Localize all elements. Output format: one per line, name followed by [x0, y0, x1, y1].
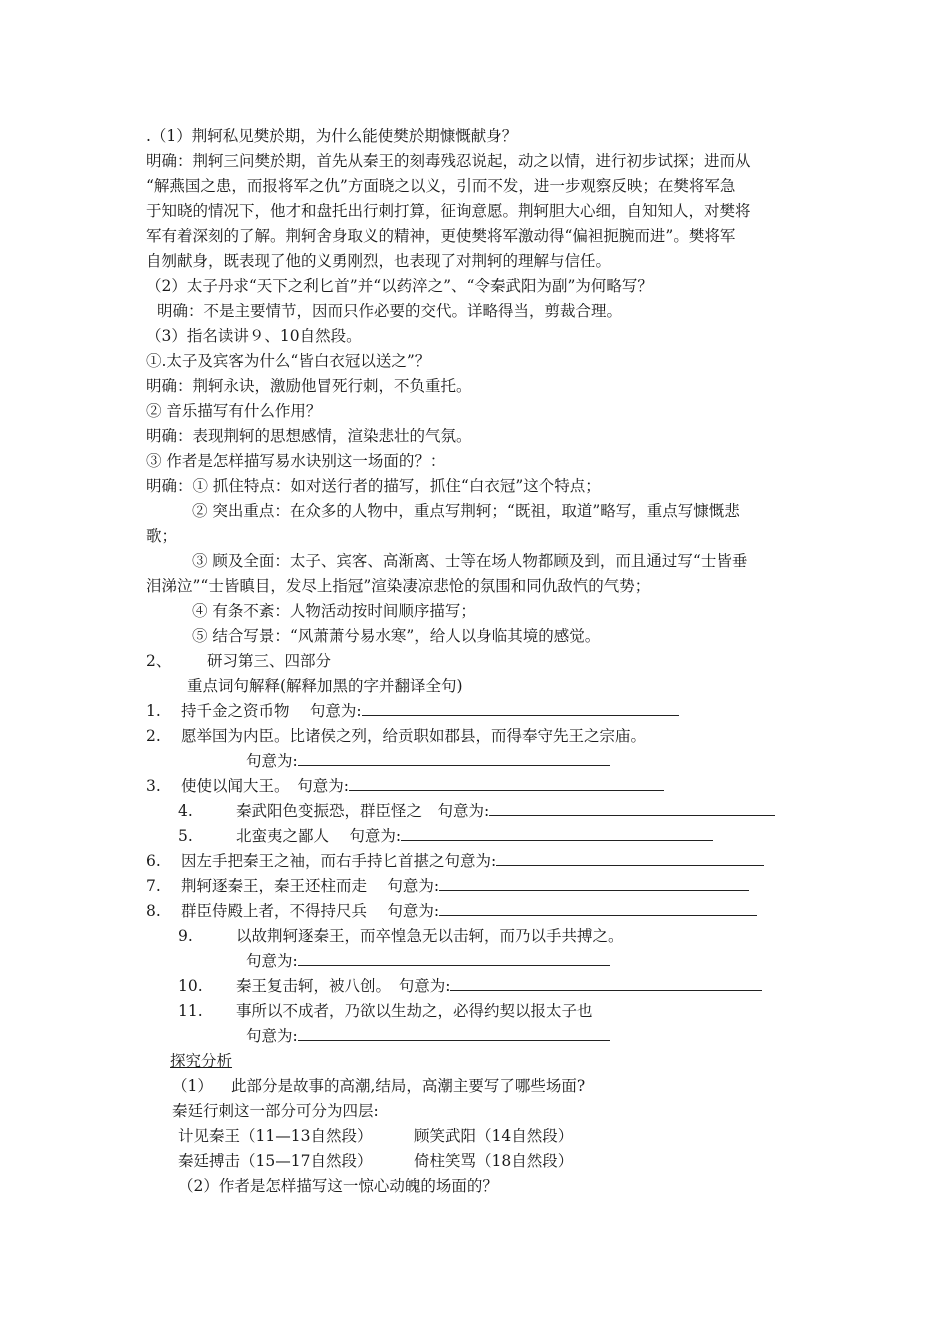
item-text: 使使以闻大王。 句意为:: [181, 777, 349, 795]
answer-line: ⑤ 结合写景：“风萧萧兮易水寒”，给人以身临其境的感觉。: [192, 627, 601, 645]
item-text: 荆轲逐秦王，秦王还柱而走 句意为:: [181, 877, 440, 895]
answer-blank[interactable]: [401, 825, 713, 841]
answer-line: 明确：荆轲永诀，激励他冒死行刺，不负重托。: [146, 377, 472, 395]
answer-line: 歌；: [146, 527, 178, 545]
body-text: 秦廷行刺这一部分可分为四层:: [172, 1102, 379, 1120]
answer-line: 军有着深刻的了解。荆轲舍身取义的精神，更使樊将军激动得“偏袒扼腕而进”。樊将军: [146, 227, 736, 245]
item-prompt: 句意为:: [246, 752, 298, 770]
item-number: 5.: [178, 827, 193, 845]
item-text: 秦武阳色变振恐，群臣怪之 句意为:: [236, 802, 490, 820]
answer-line: 明确：① 抓住特点：如对送行者的描写，抓住“白衣冠”这个特点；: [146, 477, 601, 495]
sub-question: ② 音乐描写有什么作用？: [146, 402, 322, 420]
item-number: 1.: [146, 702, 161, 720]
item-text: 秦王复击轲，被八创。 句意为:: [236, 977, 451, 995]
item-number: 8.: [146, 902, 161, 920]
item-number: 11.: [178, 1002, 203, 1020]
layer-item: 秦廷搏击（15—17自然段）: [178, 1152, 373, 1170]
item-text: 北蛮夷之鄙人 句意为:: [236, 827, 402, 845]
item-number: 6.: [146, 852, 161, 870]
section-title: 研习第三、四部分: [207, 652, 332, 670]
translation-item: [236, 975, 762, 997]
sub-question: ①.太子及宾客为什么“皆白衣冠以送之”？: [146, 352, 431, 370]
item-text: 事所以不成者，乃欲以生劫之，必得约契以报太子也: [236, 1002, 593, 1020]
translation-item: [181, 900, 757, 922]
answer-blank[interactable]: [489, 800, 775, 816]
question-2-line: （2）太子丹求“天下之利匕首”并“以药淬之”、“令秦武阳为副”为何略写？: [146, 277, 653, 295]
answer-blank[interactable]: [496, 850, 764, 866]
answer-line: “解燕国之患，而报将军之仇”方面晓之以义，引而不发，进一步观察反映；在樊将军急: [146, 177, 736, 195]
item-number: 3.: [146, 777, 161, 795]
translation-item: [246, 950, 610, 972]
item-text: 群臣侍殿上者，不得持尺兵 句意为:: [181, 902, 440, 920]
answer-blank[interactable]: [349, 775, 664, 791]
answer-blank[interactable]: [439, 875, 749, 891]
layer-item: 顾笑武阳（14自然段）: [414, 1127, 574, 1145]
instruction: 重点词句解释(解释加黑的字并翻译全句): [187, 677, 463, 695]
item-prompt: 句意为:: [246, 1027, 298, 1045]
answer-blank[interactable]: [298, 750, 610, 766]
translation-item: [246, 750, 610, 772]
item-number: 4.: [178, 802, 193, 820]
translation-item: [236, 825, 713, 847]
question-1-line: .（1）荆轲私见樊於期，为什么能使樊於期慷慨献身？: [146, 127, 518, 145]
answer-blank[interactable]: [439, 900, 757, 916]
answer-line: 明确：荆轲三问樊於期，首先从秦王的刻毒残忍说起，动之以情，进行初步试探；进而从: [146, 152, 751, 170]
translation-item: [246, 1025, 610, 1047]
answer-line: 自刎献身，既表现了他的义勇刚烈，也表现了对荆轲的理解与信任。: [146, 252, 612, 270]
translation-item: [181, 850, 764, 872]
translation-item: [181, 775, 664, 797]
item-text: 因左手把秦王之袖，而右手持匕首揕之句意为:: [181, 852, 497, 870]
layer-item: 计见秦王（11—13自然段）: [178, 1127, 373, 1145]
answer-line: 泪涕泣”“士皆瞋目，发尽上指冠”渲染凄凉悲怆的氛围和同仇敌忾的气势；: [146, 577, 651, 595]
translation-item: [236, 800, 775, 822]
question-3-line: （3）指名读讲９、10自然段。: [146, 327, 362, 345]
item-number: 9.: [178, 927, 193, 945]
answer-line: 明确：表现荆轲的思想感情，渲染悲壮的气氛。: [146, 427, 472, 445]
item-text: 持千金之资币物 句意为:: [181, 702, 362, 720]
question-text: 此部分是故事的高潮,结局，高潮主要写了哪些场面?: [231, 1077, 586, 1095]
answer-line: ④ 有条不紊：人物活动按时间顺序描写；: [192, 602, 476, 620]
translation-item: [181, 700, 679, 722]
item-number: 10.: [178, 977, 203, 995]
section-number: 2、: [146, 652, 172, 670]
answer-line: 于知晓的情况下，他才和盘托出行刺打算，征询意愿。荆轲胆大心细，自知知人，对樊将: [146, 202, 751, 220]
item-text: 愿举国为内臣。比诸侯之列，给贡职如郡县，而得奉守先王之宗庙。: [181, 727, 647, 745]
item-text: 以故荆轲逐秦王，而卒惶急无以击轲，而乃以手共搏之。: [236, 927, 624, 945]
item-prompt: 句意为:: [246, 952, 298, 970]
answer-line: 明确：不是主要情节，因而只作必要的交代。详略得当，剪裁合理。: [157, 302, 623, 320]
answer-blank[interactable]: [298, 950, 610, 966]
question-text: （2）作者是怎样描写这一惊心动魄的场面的？: [178, 1177, 498, 1195]
answer-line: ③ 顾及全面：太子、宾客、高渐离、士等在场人物都顾及到，而且通过写“士皆垂: [192, 552, 748, 570]
answer-blank[interactable]: [362, 700, 679, 716]
answer-blank[interactable]: [298, 1025, 610, 1041]
sub-question: ③ 作者是怎样描写易水诀别这一场面的？：: [146, 452, 446, 470]
section-heading: 探究分析: [170, 1052, 233, 1070]
item-number: 7.: [146, 877, 161, 895]
layer-item: 倚柱笑骂（18自然段）: [414, 1152, 574, 1170]
answer-blank[interactable]: [450, 975, 762, 991]
item-number: 2.: [146, 727, 161, 745]
translation-item: [181, 875, 749, 897]
item-number: （1）: [172, 1077, 213, 1095]
answer-line: ② 突出重点：在众多的人物中，重点写荆轲；“既祖，取道”略写，重点写慷慨悲: [192, 502, 740, 520]
